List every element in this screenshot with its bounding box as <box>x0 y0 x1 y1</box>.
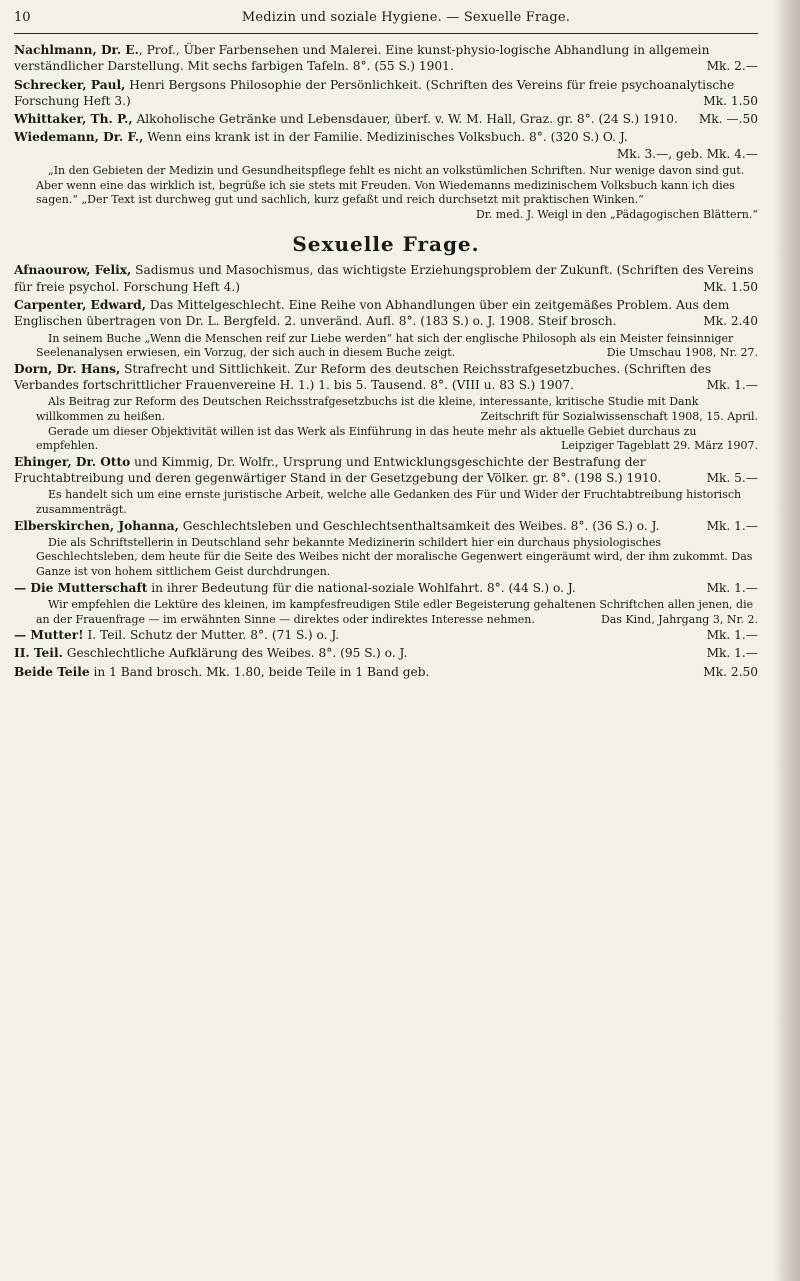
entry-author: Elberskirchen, Johanna, <box>14 518 179 533</box>
entry-title: Das Mittelgeschlecht. Eine Reihe von Abhandlungen über ein zeitgemäßes Problem. Aus dem Englischen übertragen von Dr. L. Bergfeld. 2. unveränd. Aufl. 8°. (183 S.) o. J. 1908. Steif brosch. <box>14 298 730 329</box>
entry-title: und Kimmig, Dr. Wolfr., Ursprung und Entwicklungsgeschichte der Bestrafung der Fruchtabtreibung und deren gegenwärtiger Stand in der Gesetzgebung der Völker. gr. 8°. (198 S.) 1910. <box>14 454 662 486</box>
entry-title: Geschlechtliche Aufklärung des Weibes. 8°. (95 S.) o. J. <box>62 646 408 661</box>
review-quote <box>36 164 758 222</box>
entry-author: Schrecker, Paul, <box>14 77 126 92</box>
review-source: Dr. med. J. Weigl in den „Pädagogischen Blättern.“ <box>475 207 758 221</box>
entry-title: Strafrecht und Sittlichkeit. Zur Reform des deutschen Reichsstrafgesetzbuches. (Schriften des Verbandes fortschrittlicher Frauenvereine H. 1.) 1. bis 5. Tausend. 8°. (VIII u. 83 S.) 1907. <box>14 361 712 393</box>
entry-title: Wenn eins krank ist in der Familie. Medizinisches Volksbuch. 8°. (320 S.) O. J. <box>143 130 628 145</box>
review-text: Gerade um dieser Objektivität willen ist das Werk als Einführung in das heute mehr als aktuelle Gebiet durchaus zu empfehlen. <box>36 424 697 453</box>
review-text: „In den Gebieten der Medizin und Gesundheitspflege fehlt es nicht an volkstümlichen Schriften. Nur wenige davon sind gut. Aber wenn eine das wirklich ist, begrüße ich sie stets mit Freuden. Von Wiedemanns medizinischem Volksbuch kann ich dies sagen.“ „Der Text ist durchweg gut und sachlich, kurz gefaßt und reich durchsetzt mit praktischen Winken.“ <box>36 164 745 207</box>
entry-title: Alkoholische Getränke und Lebensdauer, überf. v. W. M. Hall, Graz. gr. 8°. (24 S.) 1910. <box>132 112 678 127</box>
entry-author: — Die Mutterschaft <box>14 580 148 595</box>
catalog-entry <box>14 664 758 680</box>
entry-title: I. Teil. Schutz der Mutter. 8°. (71 S.) o. J. <box>83 628 340 643</box>
entry-author: Ehinger, Dr. Otto <box>14 454 131 469</box>
entry-price: Mk. 1.50 <box>703 279 758 294</box>
entry-author: Dorn, Dr. Hans, <box>14 361 121 376</box>
review-source: Das Kind, Jahrgang 3, Nr. 2. <box>600 612 758 626</box>
review-quote <box>36 598 758 627</box>
catalog-entry <box>14 627 758 643</box>
entry-author: II. Teil. <box>14 646 63 661</box>
catalog-entry <box>14 262 758 295</box>
entry-price: Mk. 2.— <box>706 59 758 74</box>
entry-price: Mk. 3.—, geb. Mk. 4.— <box>616 146 758 161</box>
page-edge-shadow <box>774 0 800 1281</box>
review-quote <box>36 536 758 580</box>
entry-price: Mk. —.50 <box>698 112 758 127</box>
entry-title: in ihrer Bedeutung für die national-soziale Wohlfahrt. 8°. (44 S.) o. J. <box>147 580 576 595</box>
catalog-entry <box>14 297 758 330</box>
review-text: Wir empfehlen die Lektüre des kleinen, im kampfesfreudigen Stile edler Begeisterung gehaltenen Schriftchen allen jenen, die an der Frauenfrage — im erwähnten Sinne — direktes oder indirektes Interesse nehmen. <box>36 597 754 626</box>
entry-price: Mk. 5.— <box>706 471 758 486</box>
entry-author: Beide Teile <box>14 664 90 679</box>
review-text: Es handelt sich um eine ernste juristische Arbeit, welche alle Gedanken des Für und Wider der Fruchtabtreibung historisch zusammenträgt. <box>36 488 742 516</box>
review-source: Leipziger Tageblatt 29. März 1907. <box>561 439 758 453</box>
entry-price: Mk. 1.50 <box>703 93 758 108</box>
review-quote <box>36 395 758 424</box>
catalog-entry <box>14 580 758 596</box>
entry-author: Nachlmann, Dr. E. <box>14 43 139 57</box>
catalog-list-top <box>14 42 758 222</box>
catalog-entry <box>14 42 758 75</box>
review-source: Zeitschrift für Sozialwissenschaft 1908, 15. April. <box>480 410 758 424</box>
catalog-entry <box>14 111 758 127</box>
entry-author: Whittaker, Th. P., <box>14 112 133 127</box>
entry-author: Afnaourow, Felix, <box>14 263 132 278</box>
entry-price: Mk. 2.50 <box>703 664 758 679</box>
entry-author: Carpenter, Edward, <box>14 298 146 313</box>
entry-title: Geschlechtsleben und Geschlechtsenthaltsamkeit des Weibes. 8°. (36 S.) o. J. <box>178 518 660 533</box>
catalog-entry <box>14 77 758 110</box>
review-text: In seinem Buche „Wenn die Menschen reif zur Liebe werden“ hat sich der englische Philosoph als ein Meister feinsinniger Seelenanalysen erwiesen, ein Vorzug, der sich auch in diesem Buche zeigt. <box>36 331 734 360</box>
catalog-entry <box>14 361 758 394</box>
catalog-list-bottom <box>14 262 758 680</box>
review-quote <box>36 488 758 517</box>
page-number: 10 <box>14 10 31 25</box>
entry-price: Mk. 1.— <box>706 378 758 393</box>
catalog-entry <box>14 518 758 534</box>
entry-author: — Mutter! <box>14 628 84 643</box>
entry-title: Sadismus und Masochismus, das wichtigste Erziehungsproblem der Zukunft. (Schriften des Vereins für freie psychol. Forschung Heft 4.) <box>14 263 754 294</box>
review-quote <box>36 425 758 454</box>
review-source: Die Umschau 1908, Nr. 27. <box>606 346 758 360</box>
catalog-entry <box>14 645 758 661</box>
entry-price: Mk. 1.— <box>706 580 758 595</box>
entry-title: Henri Bergsons Philosophie der Persönlichkeit. (Schriften des Vereins für freie psychoanalytische Forschung Heft 3.) <box>14 77 735 108</box>
review-text: Als Beitrag zur Reform des Deutschen Reichsstrafgesetzbuchs ist die kleine, interessante, kritische Studie mit Dank willkommen zu heißen. <box>36 395 699 424</box>
section-title: Sexuelle Frage. <box>292 232 480 257</box>
entry-author: Wiedemann, Dr. F., <box>14 130 144 145</box>
catalog-entry <box>14 454 758 487</box>
review-quote <box>36 332 758 361</box>
entry-price: Mk. 2.40 <box>703 314 758 329</box>
catalog-entry <box>14 129 758 162</box>
review-text: Die als Schriftstellerin in Deutschland sehr bekannte Medizinerin schildert hier ein durchaus physiologisches Geschlechtsleben, dem heute für die Seite des Weibes nicht der moralische Gegenwert eingeräumt wird, der ihm zukommt. Das Ganze ist von hohem sittlichem Geist durchdrungen. <box>36 535 753 579</box>
running-title: Medizin und soziale Hygiene. — Sexuelle Frage. <box>241 10 571 25</box>
entry-price: Mk. 1.— <box>706 518 758 533</box>
running-header <box>14 10 758 34</box>
entry-price: Mk. 1.— <box>706 646 758 661</box>
entry-title: in 1 Band brosch. Mk. 1.80, beide Teile in 1 Band geb. <box>89 664 430 679</box>
entry-title: , Prof., Über Farbensehen und Malerei. Eine kunst-physio-logische Abhandlung in allgemein verständlicher Darstellung. Mit sechs farbigen Tafeln. 8°. (55 S.) 1901. <box>14 43 710 74</box>
entry-price: Mk. 1.— <box>706 628 758 643</box>
